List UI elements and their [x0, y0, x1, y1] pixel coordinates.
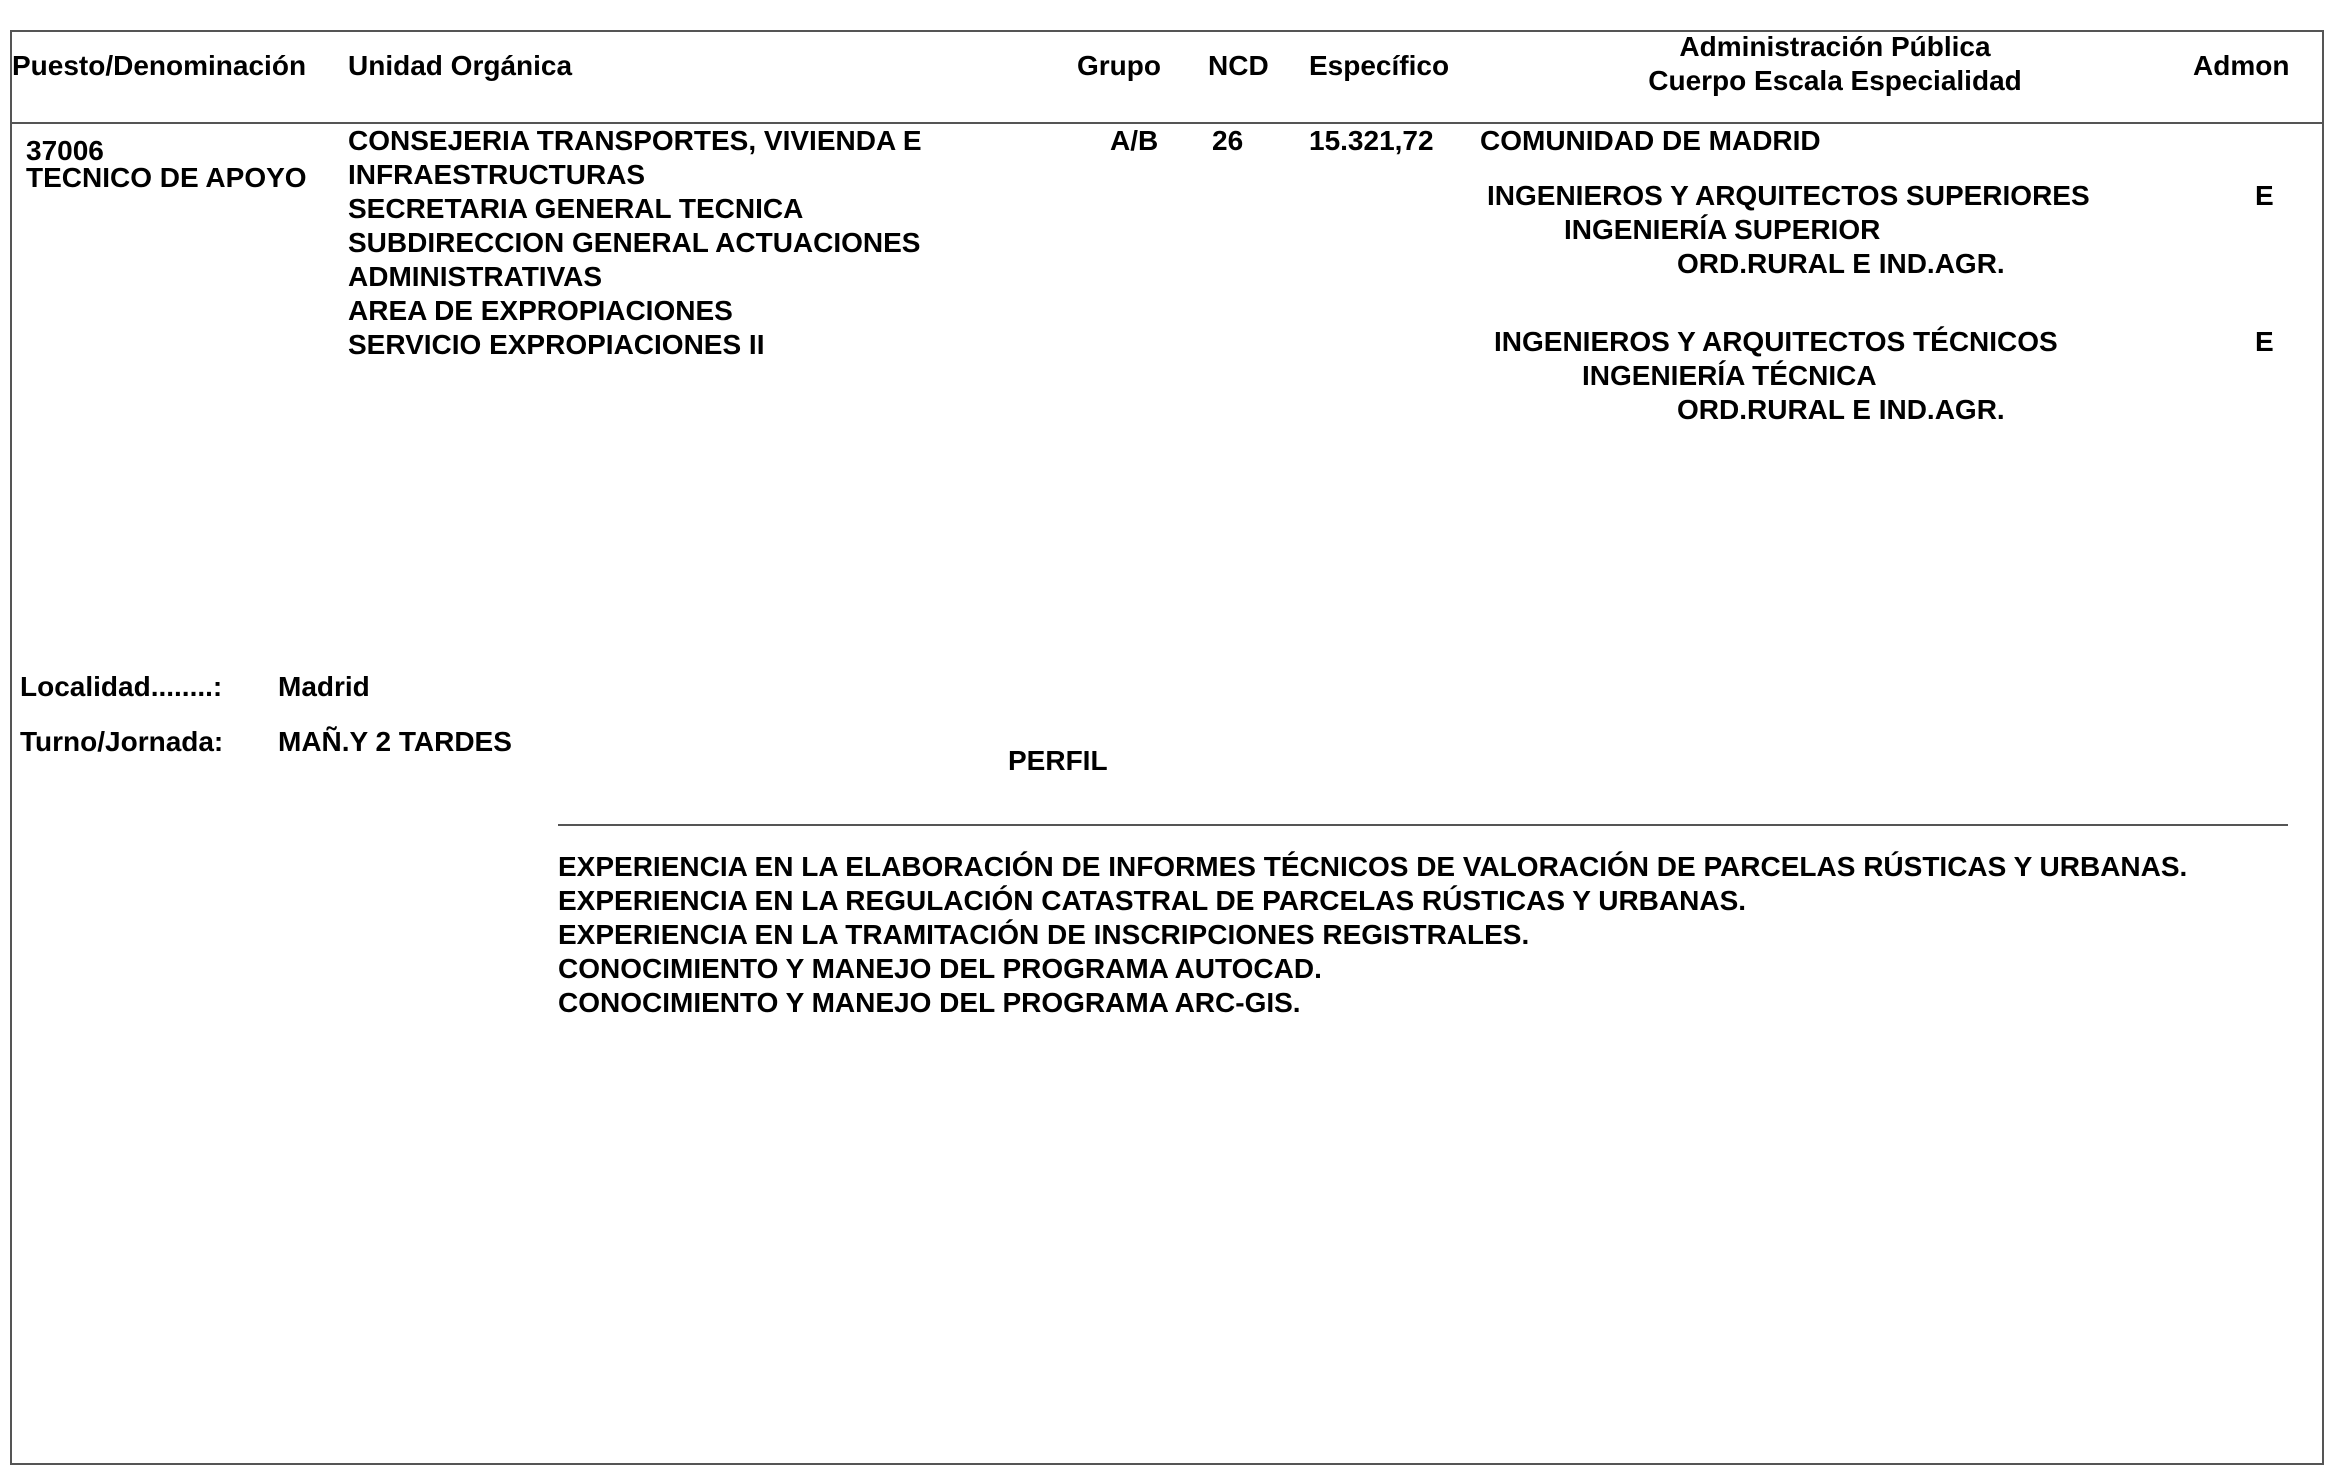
turno-label: Turno/Jornada:: [20, 726, 224, 757]
unidad-line: CONSEJERIA TRANSPORTES, VIVIENDA E: [348, 125, 922, 156]
ncd-value: 26: [1212, 125, 1244, 156]
especialidad-name: ORD.RURAL E IND.AGR.: [1677, 248, 2005, 279]
unidad-line: SUBDIRECCION GENERAL ACTUACIONES: [348, 227, 921, 258]
unidad-line: SECRETARIA GENERAL TECNICA: [348, 193, 804, 224]
header-puesto: Puesto/Denominación: [12, 50, 307, 81]
escala-name: INGENIERÍA TÉCNICA: [1582, 360, 1877, 391]
grupo-value: A/B: [1110, 125, 1159, 156]
perfil-title: PERFIL: [1008, 745, 1108, 776]
header-unidad: Unidad Orgánica: [348, 50, 573, 81]
header-ncd: NCD: [1208, 50, 1269, 81]
unidad-line: INFRAESTRUCTURAS: [348, 159, 646, 190]
header-admon: Admon: [2193, 50, 2290, 81]
frame-bottom-border: [10, 1463, 2324, 1465]
cuerpo-name: INGENIEROS Y ARQUITECTOS TÉCNICOS: [1494, 326, 2058, 357]
header-administracion-line1: Administración Pública: [1679, 31, 1991, 62]
perfil-item: EXPERIENCIA EN LA ELABORACIÓN DE INFORMES TÉCNICOS DE VALORACIÓN DE PARCELAS RÚSTICAS Y URBANAS.: [558, 851, 2188, 882]
localidad-value: Madrid: [278, 671, 370, 702]
especifico-value: 15.321,72: [1309, 125, 1434, 156]
frame-left-border: [10, 30, 12, 1465]
perfil-item: EXPERIENCIA EN LA REGULACIÓN CATASTRAL DE PARCELAS RÚSTICAS Y URBANAS.: [558, 885, 1747, 916]
perfil-divider: [558, 824, 2288, 826]
perfil-item: EXPERIENCIA EN LA TRAMITACIÓN DE INSCRIPCIONES REGISTRALES.: [558, 919, 1530, 950]
perfil-item: CONOCIMIENTO Y MANEJO DEL PROGRAMA AUTOCAD.: [558, 953, 1322, 984]
frame-right-border: [2322, 30, 2324, 1465]
admon-value: E: [2255, 180, 2274, 211]
unidad-line: SERVICIO EXPROPIACIONES II: [348, 329, 765, 360]
header-administracion-line2: Cuerpo Escala Especialidad: [1648, 65, 2022, 96]
especialidad-name: ORD.RURAL E IND.AGR.: [1677, 394, 2005, 425]
unidad-line: AREA DE EXPROPIACIONES: [348, 295, 733, 326]
admon-value: E: [2255, 326, 2274, 357]
puesto-code: 37006: [26, 135, 104, 166]
localidad-label: Localidad........:: [20, 671, 223, 702]
escala-name: INGENIERÍA SUPERIOR: [1564, 214, 1881, 245]
cuerpo-name: INGENIEROS Y ARQUITECTOS SUPERIORES: [1487, 180, 2090, 211]
puesto-name: TECNICO DE APOYO: [26, 162, 307, 193]
turno-value: MAÑ.Y 2 TARDES: [278, 726, 512, 757]
perfil-item: CONOCIMIENTO Y MANEJO DEL PROGRAMA ARC-GIS.: [558, 987, 1301, 1018]
header-especifico: Específico: [1309, 50, 1450, 81]
header-grupo: Grupo: [1077, 50, 1161, 81]
unidad-line: ADMINISTRATIVAS: [348, 261, 603, 292]
administracion-value: COMUNIDAD DE MADRID: [1480, 125, 1821, 156]
